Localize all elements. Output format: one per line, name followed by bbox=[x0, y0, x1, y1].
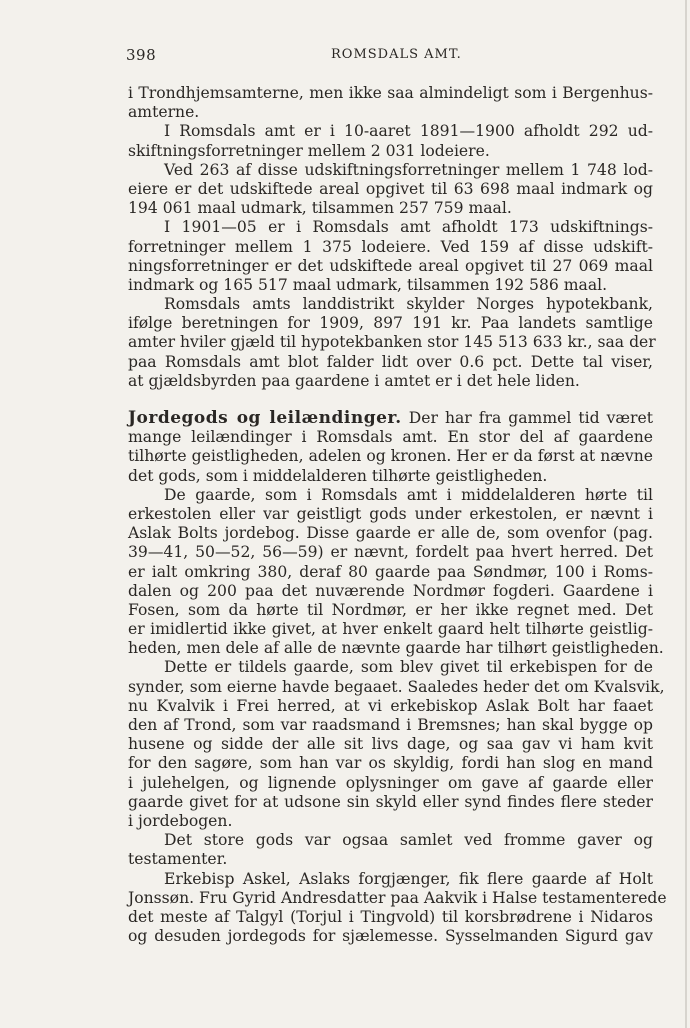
text-line: Erkebisp Askel, Aslaks forgjænger, fik flere gaarde af Holt bbox=[164, 869, 653, 888]
text-line: mange leilændinger i Romsdals amt. En stor del af gaardene bbox=[128, 428, 653, 447]
text-line: gaarde givet for at udsone sin skyld eller synd findes flere steder bbox=[128, 792, 653, 811]
text-line: for den sagøre, som han var os skyldig, fordi han slog en mand bbox=[128, 754, 653, 773]
text-line: Det store gods var ogsaa samlet ved fromme gaver og bbox=[164, 831, 653, 850]
text-line: forretninger mellem 1 375 lodeiere. Ved 159 af disse udskift- bbox=[128, 237, 653, 256]
text-line: Romsdals amts landdistrikt skylder Norges hypotekbank, bbox=[164, 295, 653, 314]
text-line: det meste af Talgyl (Torjul i Tingvold) til korsbrødrene i Nidaros bbox=[128, 907, 653, 926]
page-header bbox=[126, 46, 652, 68]
text-line: Jonssøn. Fru Gyrid Andresdatter paa Aakvik i Halse testamenterede bbox=[128, 888, 667, 907]
text-line: Ved 263 af disse udskiftningsforretninger mellem 1 748 lod- bbox=[164, 160, 653, 179]
running-title: ROMSDALS AMT. bbox=[331, 47, 462, 62]
text-line: ifølge beretningen for 1909, 897 191 kr. Paa landets samtlige bbox=[128, 314, 653, 333]
text-line: er imidlertid ikke givet, at hver enkelt gaard helt tilhørte geistlig- bbox=[128, 620, 653, 639]
text-line: paa Romsdals amt blot falder lidt over 0.6 pct. Dette tal viser, bbox=[128, 352, 653, 371]
text-line: skiftningsforretninger mellem 2 031 lodeiere. bbox=[128, 141, 490, 160]
text-line: og desuden jordegods for sjælemesse. Sysselmanden Sigurd gav bbox=[128, 927, 653, 946]
text-line: testamenter. bbox=[128, 850, 228, 869]
text-line: dalen og 200 paa det nuværende Nordmør fogderi. Gaardene i bbox=[128, 581, 653, 600]
text-line: tilhørte geistligheden, adelen og kronen. Her er da først at nævne bbox=[128, 447, 653, 466]
text-line: Fosen, som da hørte til Nordmør, er her ikke regnet med. Det bbox=[128, 600, 653, 619]
body-text bbox=[128, 84, 667, 946]
page-edge bbox=[685, 0, 687, 1028]
text-line: husene og sidde der alle sit livs dage, og saa gav vi ham kvit bbox=[128, 735, 653, 754]
text-line: 194 061 maal udmark, tilsammen 257 759 maal. bbox=[128, 199, 512, 218]
text-line: ningsforretninger er det udskiftede areal opgivet til 27 069 maal bbox=[128, 256, 653, 275]
section-heading-line bbox=[128, 409, 653, 428]
text-line: i julehelgen, og lignende oplysninger om gave af gaarde eller bbox=[128, 773, 653, 792]
text-line: nu Kvalvik i Frei herred, at vi erkebiskop Aslak Bolt har faaet bbox=[128, 696, 653, 715]
text-line: amterne. bbox=[128, 103, 200, 122]
section-first-line-text: Der har fra gammel tid været bbox=[408, 409, 653, 427]
text-line: i jordebogen. bbox=[128, 811, 233, 830]
text-line: Dette er tildels gaarde, som blev givet til erkebispen for de bbox=[164, 658, 653, 677]
text-line: heden, men dele af alle de nævnte gaarde har tilhørt geistligheden. bbox=[128, 639, 664, 658]
text-line: i Trondhjemsamterne, men ikke saa almindeligt som i Bergenhus- bbox=[128, 84, 653, 102]
section-gap bbox=[128, 391, 653, 409]
text-line: eiere er det udskiftede areal opgivet til 63 698 maal indmark og bbox=[128, 179, 653, 198]
text-line: I 1901—05 er i Romsdals amt afholdt 173 udskiftnings- bbox=[164, 218, 653, 237]
section-heading: Jordegods og leilændinger. bbox=[128, 408, 402, 428]
text-line: den af Trond, som var raadsmand i Bremsnes; han skal bygge op bbox=[128, 716, 653, 734]
text-line: Aslak Bolts jordebog. Disse gaarde er alle de, som ovenfor (pag. bbox=[128, 524, 653, 543]
text-line: det gods, som i middelalderen tilhørte geistligheden. bbox=[128, 466, 548, 485]
text-line: er ialt omkring 380, deraf 80 gaarde paa Søndmør, 100 i Roms- bbox=[128, 562, 653, 581]
text-line: indmark og 165 517 maal udmark, tilsammen 192 586 maal. bbox=[128, 275, 608, 294]
text-line: erkestolen eller var geistligt gods under erkestolen, er nævnt i bbox=[128, 504, 653, 523]
text-line: De gaarde, som i Romsdals amt i middelalderen hørte til bbox=[164, 485, 653, 504]
text-line: amter hviler gjæld til hypotekbanken stor 145 513 633 kr., saa der bbox=[128, 333, 656, 352]
text-line: 39—41, 50—52, 56—59) er nævnt, fordelt paa hvert herred. Det bbox=[128, 543, 653, 562]
text-line: synder, som eierne havde begaaet. Saaledes heder det om Kvalsvik, bbox=[128, 677, 665, 696]
text-line: I Romsdals amt er i 10-aaret 1891—1900 afholdt 292 ud- bbox=[164, 122, 653, 141]
page-number: 398 bbox=[126, 46, 157, 64]
text-line: at gjældsbyrden paa gaardene i amtet er i det hele liden. bbox=[128, 371, 580, 390]
